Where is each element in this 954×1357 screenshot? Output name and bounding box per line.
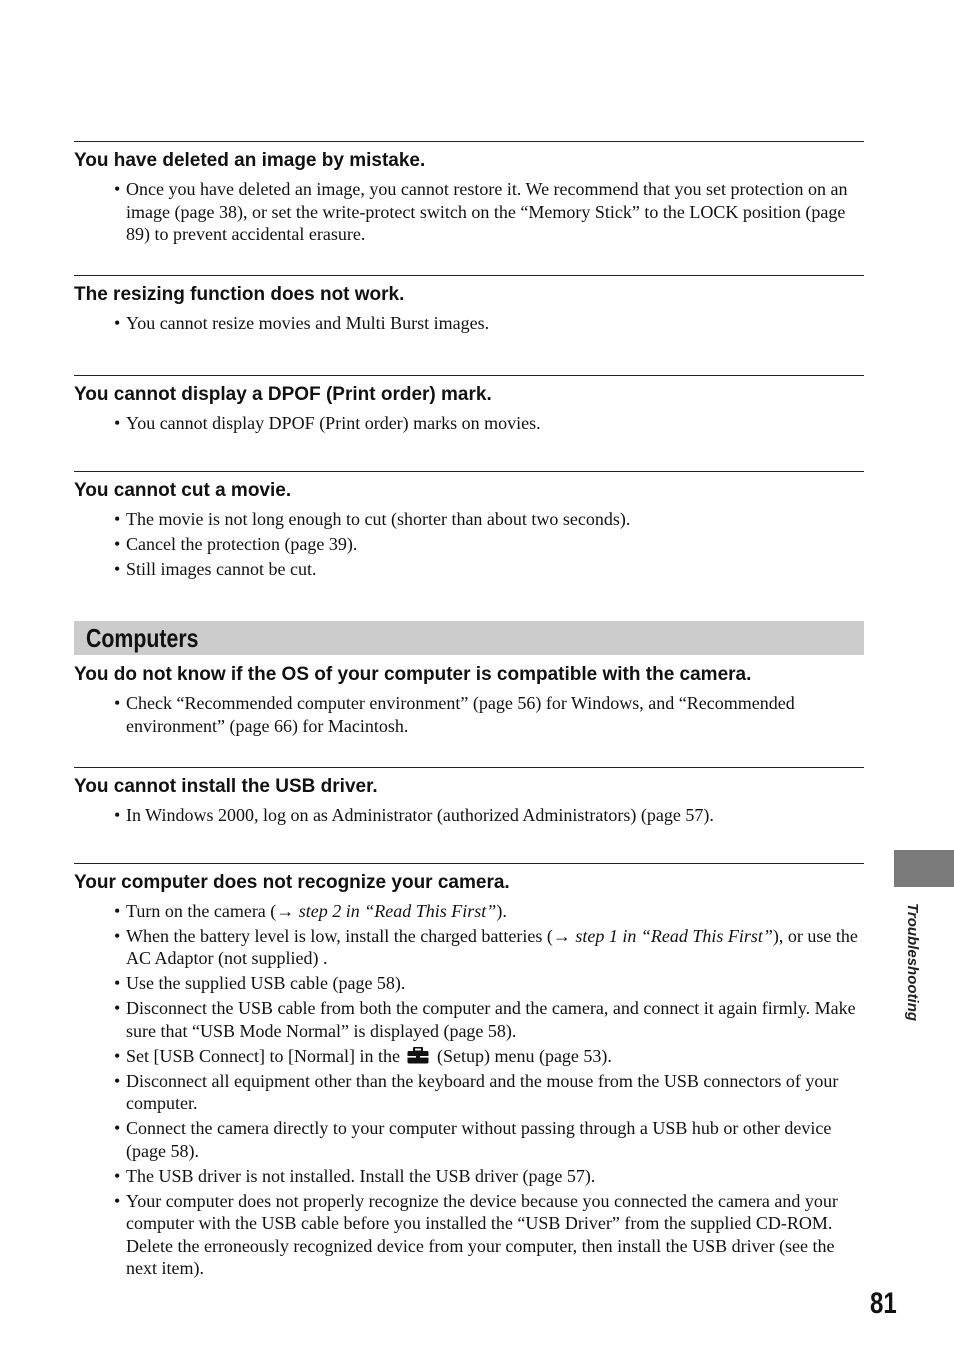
list-item: • Check “Recommended computer environment” (page 56) for Windows, and “Recommended environment” (page 66) for Macintosh.: [114, 692, 864, 737]
list-item: • The movie is not long enough to cut (shorter than about two seconds).: [114, 508, 864, 531]
section-not-recognized: [74, 863, 864, 1280]
arrow-right-icon: →: [276, 900, 295, 921]
list-item: • Your computer does not properly recognize the device because you connected the camera and your computer with the USB cable before you installed the “USB Driver” from the supplied CD-ROM. Delete the erroneously recognized device from your computer, then install the USB driver (see the next item).: [114, 1190, 864, 1280]
list-item: [114, 1045, 864, 1068]
item-text: Turn on the camera (: [126, 900, 277, 921]
list-item: • Connect the camera directly to your computer without passing through a USB hub or other device (page 58).: [114, 1117, 864, 1162]
section-title: You have deleted an image by mistake.: [74, 150, 426, 171]
toolbox-icon: [407, 1047, 429, 1064]
item-text: ), or use the AC Adaptor (not supplied) .: [126, 925, 858, 968]
list-item: • Use the supplied USB cable (page 58).: [114, 972, 864, 995]
section-resizing: [74, 275, 864, 335]
arrow-right-icon: →: [552, 925, 571, 946]
bullet-list: [74, 508, 864, 581]
list-item: • Still images cannot be cut.: [114, 558, 864, 581]
list-item: • Cancel the protection (page 39).: [114, 533, 864, 556]
section-cut-movie: [74, 471, 864, 581]
chapter-label-text: Troubleshooting: [904, 902, 921, 1022]
section-title: You cannot cut a movie.: [74, 480, 292, 501]
section-title: You cannot install the USB driver.: [74, 775, 378, 797]
section-title: Your computer does not recognize your camera.: [74, 871, 510, 893]
band-title: Computers: [86, 623, 199, 653]
list-item: • You cannot resize movies and Multi Burst images.: [114, 312, 864, 335]
section-title: You do not know if the OS of your computer is compatible with the camera.: [74, 664, 752, 685]
list-item: [114, 900, 864, 923]
bullet-list: [74, 804, 864, 827]
list-item: • Disconnect the USB cable from both the computer and the camera, and connect it again firmly. Make sure that “USB Mode Normal” is displayed (page 58).: [114, 997, 864, 1042]
list-item: [114, 925, 864, 970]
section-dpof: [74, 375, 864, 435]
bullet-list: [74, 412, 864, 435]
cross-reference: step 1 in “Read This First”: [575, 925, 773, 946]
section-title: You cannot display a DPOF (Print order) mark.: [74, 384, 492, 405]
section-os-compat: [74, 655, 864, 737]
bullet-list: [74, 900, 864, 1280]
cross-reference: step 2 in “Read This First”: [298, 900, 497, 921]
page-content: [74, 141, 864, 1282]
list-item: • You cannot display DPOF (Print order) marks on movies.: [114, 412, 864, 435]
chapter-tab-marker: [894, 850, 954, 887]
list-item: • The USB driver is not installed. Install the USB driver (page 57).: [114, 1165, 864, 1188]
item-text: Set [USB Connect] to [Normal] in the: [126, 1045, 400, 1066]
bullet-list: [74, 312, 864, 335]
section-title: The resizing function does not work.: [74, 284, 405, 305]
list-item: • Disconnect all equipment other than the keyboard and the mouse from the USB connectors of your computer.: [114, 1070, 864, 1115]
list-item: • Once you have deleted an image, you cannot restore it. We recommend that you set protection on an image (page 38), or set the write-protect switch on the “Memory Stick” to the LOCK position (page 89) to prevent accidental erasure.: [114, 178, 864, 246]
item-text: (Setup) menu (page 53).: [436, 1045, 612, 1066]
computers-heading-band: [74, 621, 864, 655]
bullet-list: [74, 178, 864, 246]
page-number: 81: [870, 1287, 897, 1320]
bullet-list: [74, 692, 864, 737]
section-usb-driver: [74, 767, 864, 827]
list-item: • In Windows 2000, log on as Administrator (authorized Administrators) (page 57).: [114, 804, 864, 827]
item-text: ).: [496, 900, 507, 921]
item-text: When the battery level is low, install the charged batteries (: [126, 925, 553, 946]
section-deleted-image: [74, 141, 864, 246]
